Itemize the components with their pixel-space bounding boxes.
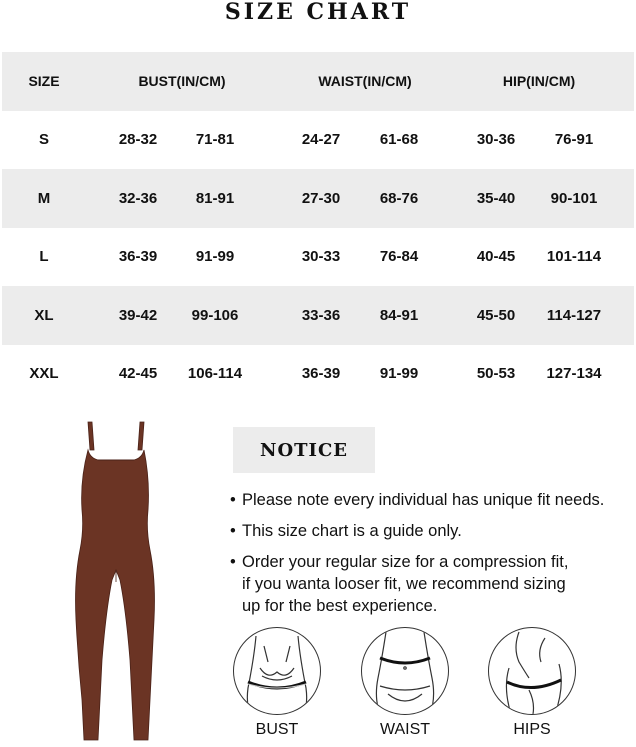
notice-text: Order your regular size for a compression fit,: [242, 553, 569, 571]
cell-bust-in: 28-32: [118, 131, 158, 149]
cell-size: XL: [34, 306, 54, 324]
header-size: SIZE: [28, 73, 60, 90]
cell-waist-in: 30-33: [301, 248, 341, 266]
notice-text: Please note every individual has unique fit needs.: [242, 491, 605, 509]
header-hip: HIP(IN/CM): [502, 73, 576, 90]
cell-bust-in: 36-39: [118, 248, 158, 266]
bust-measure-icon: [233, 627, 321, 715]
bullet: •: [230, 553, 236, 571]
cell-bust-cm: 91-99: [195, 248, 235, 266]
cell-bust-in: 42-45: [118, 365, 158, 383]
notice-text: This size chart is a guide only.: [242, 522, 462, 540]
cell-bust-in: 32-36: [118, 189, 158, 207]
hips-label: HIPS: [513, 721, 551, 738]
notice-heading: NOTICE: [233, 427, 375, 473]
cell-bust-cm: 106-114: [187, 365, 243, 383]
cell-hip-in: 40-45: [476, 248, 516, 266]
table-header-row: [2, 52, 634, 111]
header-bust: BUST(IN/CM): [138, 73, 226, 90]
size-table: [2, 52, 634, 403]
cell-bust-in: 39-42: [118, 306, 158, 324]
waist-measure: [360, 627, 450, 739]
hips-measure: [487, 627, 577, 739]
cell-size: S: [38, 131, 50, 149]
table-row: [2, 228, 634, 287]
cell-waist-cm: 68-76: [379, 189, 419, 207]
cell-bust-cm: 99-106: [191, 306, 239, 324]
cell-waist-cm: 61-68: [379, 131, 419, 149]
cell-hip-cm: 101-114: [546, 248, 602, 266]
notice-text: if you wanta looser fit, we recommend sizing: [242, 575, 566, 593]
table-row: [2, 169, 634, 228]
bust-measure: [232, 627, 322, 739]
cell-hip-in: 30-36: [476, 131, 516, 149]
cell-hip-in: 35-40: [476, 189, 516, 207]
notice-list: [230, 489, 630, 626]
cell-hip-in: 45-50: [476, 306, 516, 324]
cell-hip-in: 50-53: [476, 365, 516, 383]
notice-text: up for the best experience.: [242, 597, 438, 615]
jumpsuit-image: [70, 420, 160, 742]
cell-bust-cm: 81-91: [195, 189, 235, 207]
cell-waist-in: 33-36: [301, 306, 341, 324]
cell-size: L: [39, 248, 49, 266]
waist-label: WAIST: [379, 721, 431, 738]
cell-bust-cm: 71-81: [195, 131, 235, 149]
notice-item: [230, 551, 630, 617]
cell-waist-in: 24-27: [301, 131, 341, 149]
bullet: •: [230, 522, 236, 540]
cell-size: XXL: [29, 365, 59, 383]
table-row: [2, 111, 634, 170]
cell-waist-cm: 84-91: [379, 306, 419, 324]
waist-measure-icon: [361, 627, 449, 715]
size-chart-title: SIZE CHART: [224, 0, 412, 25]
bullet: •: [230, 491, 236, 509]
bust-label: BUST: [255, 721, 299, 738]
cell-hip-cm: 114-127: [546, 306, 602, 324]
hips-measure-icon: [488, 627, 576, 715]
cell-waist-in: 36-39: [301, 365, 341, 383]
cell-waist-cm: 91-99: [379, 365, 419, 383]
cell-hip-cm: 76-91: [554, 131, 594, 149]
cell-hip-cm: 127-134: [546, 365, 602, 383]
cell-size: M: [37, 189, 51, 207]
cell-waist-in: 27-30: [301, 189, 341, 207]
notice-item: [230, 520, 630, 542]
table-row: [2, 345, 634, 404]
header-waist: WAIST(IN/CM): [318, 73, 412, 90]
notice-item: [230, 489, 630, 511]
table-row: [2, 286, 634, 345]
cell-waist-cm: 76-84: [379, 248, 419, 266]
cell-hip-cm: 90-101: [550, 189, 598, 207]
